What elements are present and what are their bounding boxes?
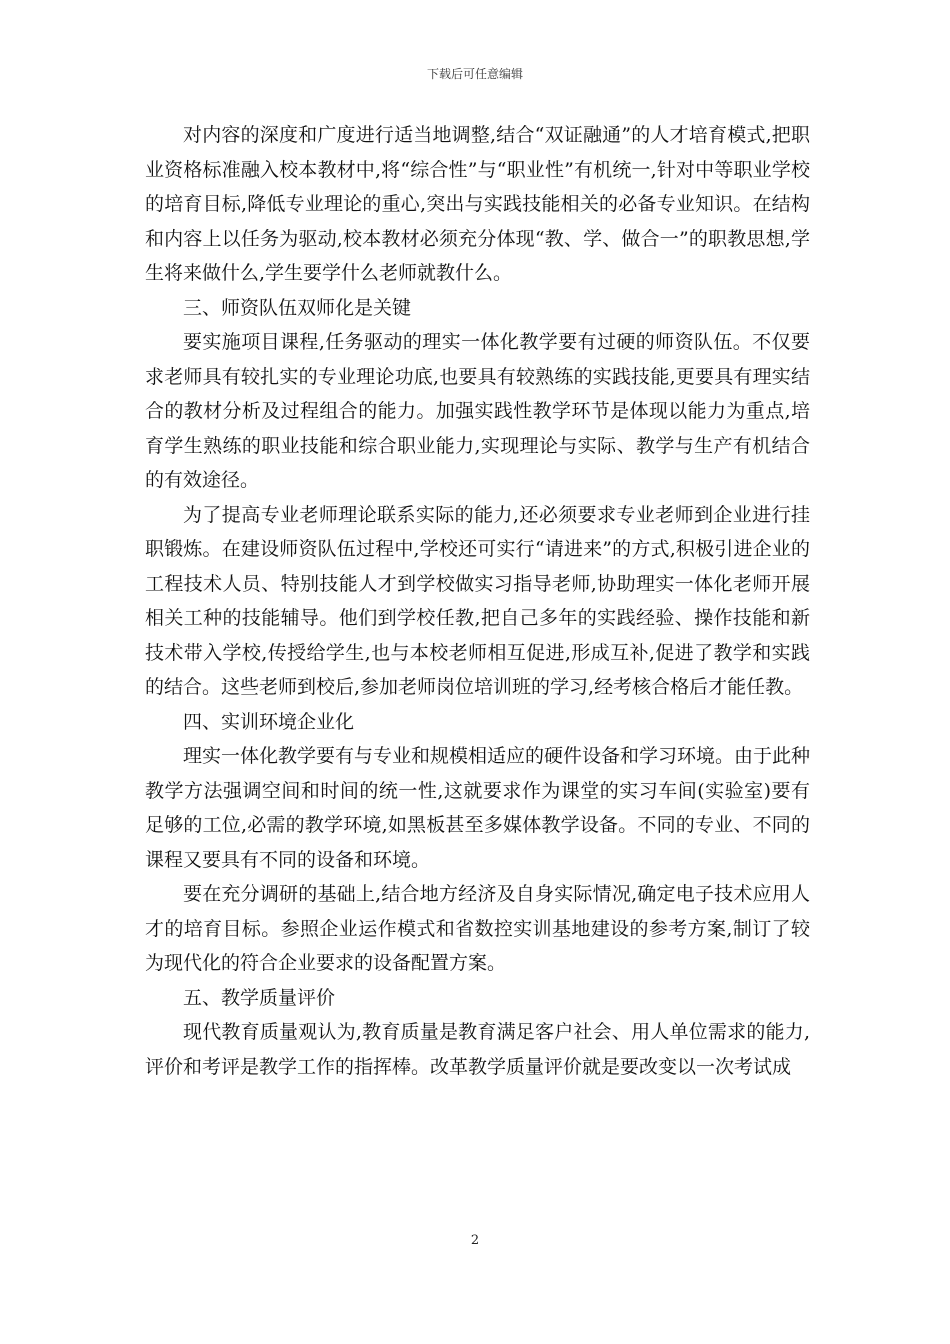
document-body	[145, 118, 810, 1084]
paragraph-quality-evaluation: 现代教育质量观认为,教育质量是教育满足客户社会、用人单位需求的能力,评价和考评是教学工作的指挥棒。改革教学质量评价就是要改变以一次考试成	[145, 1021, 810, 1078]
paragraph-teaching-staff: 要实施项目课程,任务驱动的理实一体化教学要有过硬的师资队伍。不仅要求老师具有较扎实的专业理论功底,也要具有较熟练的实践技能,更要具有理实结合的教材分析及过程组合的能力。加强实践性教学环节是体现以能力为重点,培育学生熟练的职业技能和综合职业能力,实现理论与实际、教学与生产有机结合的有效途径。	[145, 331, 810, 491]
paragraph-training-environment: 理实一体化教学要有与专业和规模相适应的硬件设备和学习环境。由于此种教学方法强调空间和时间的统一性,这就要求作为课堂的实习车间(实验室)要有足够的工位,必需的教学环境,如黑板甚至多媒体教学设备。不同的专业、不同的课程又要具有不同的设备和环境。	[145, 745, 811, 871]
paragraph-equipment-plan: 要在充分调研的基础上,结合地方经济及自身实际情况,确定电子技术应用人才的培育目标。参照企业运作模式和省数控实训基地建设的参考方案,制订了较为现代化的符合企业要求的设备配置方案。	[145, 883, 810, 974]
section-heading-4: 四、实训环境企业化	[183, 710, 355, 733]
paragraph-textbook-content: 对内容的深度和广度进行适当地调整,结合“双证融通”的人才培育模式,把职业资格标准融入校本教材中,将“综合性”与“职业性”有机统一,针对中等职业学校的培育目标,降低专业理论的重心,突出与实践技能相关的必备专业知识。在结构和内容上以任务为驱动,校本教材必须充分体现“教、学、做合一”的职教思想,学生将来做什么,学生要学什么老师就教什么。	[145, 124, 810, 284]
section-heading-3: 三、师资队伍双师化是关键	[183, 296, 412, 319]
page-header-note: 下载后可任意编辑	[426, 67, 523, 81]
section-heading-5: 五、教学质量评价	[183, 986, 336, 1009]
page-number: 2	[470, 1233, 480, 1248]
paragraph-teacher-practice: 为了提高专业老师理论联系实际的能力,还必须要求专业老师到企业进行挂职锻炼。在建设师资队伍过程中,学校还可实行“请进来”的方式,积极引进企业的工程技术人员、特别技能人才到学校做实习指导老师,协助理实一体化老师开展相关工种的技能辅导。他们到学校任教,把自己多年的实践经验、操作技能和新技术带入学校,传授给学生,也与本校老师相互促进,形成互补,促进了教学和实践的结合。这些老师到校后,参加老师岗位培训班的学习,经考核合格后才能任教。	[145, 503, 810, 698]
